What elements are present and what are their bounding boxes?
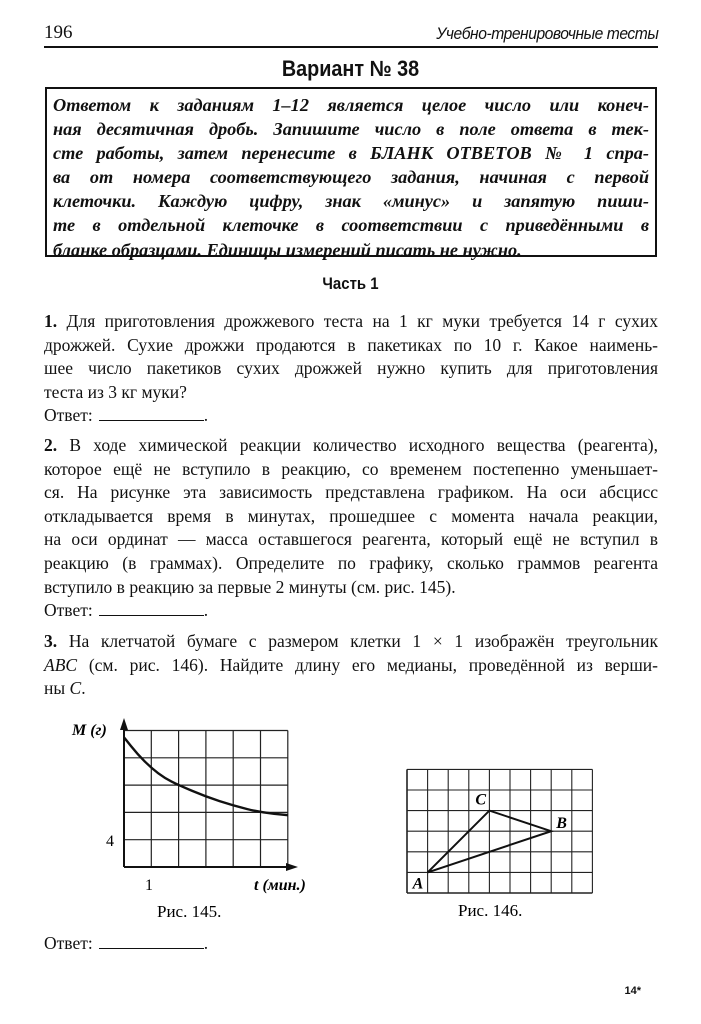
answer-label: Ответ: (44, 405, 93, 426)
x-tick-label: 1 (145, 877, 153, 894)
instructions-line: те в отдельной клеточке в соответствии с приведёнными в (53, 215, 649, 236)
task-text: (см. рис. 146). Найдите длину его медианы, проведённой из верши- (88, 654, 658, 675)
vertex-label-c: C (475, 791, 487, 809)
answer-field[interactable] (99, 932, 204, 949)
part-title: Часть 1 (322, 274, 379, 293)
x-axis-arrow-icon (286, 863, 298, 871)
running-title: Учебно-тренировочные тесты (435, 24, 658, 43)
instructions-line: ва от номера соответствующего задания, начиная с первой (53, 167, 649, 188)
page-number: 196 (44, 22, 73, 43)
instructions-line: бланке образцами. Единицы измерений писать не нужно. (53, 239, 522, 260)
task-text: вступило в реакцию за первые 2 минуты (см. рис. 145). (44, 576, 456, 597)
instructions-line: ная десятичная дробь. Запишите число в поле ответа в тек- (53, 119, 649, 140)
x-axis-label: t (мин.) (254, 877, 306, 894)
y-tick-label: 4 (106, 833, 114, 850)
figure-146 (395, 755, 605, 925)
task-text: ся. На рисунке эта зависимость представлена графиком. На оси абсцисс (44, 482, 658, 503)
task-1 (44, 310, 658, 428)
variant-title: Вариант № 38 (281, 56, 420, 81)
figure-caption: Рис. 145. (157, 902, 222, 921)
vertex-label-b: B (556, 815, 567, 833)
task-text: Для приготовления дрожжевого теста на 1 кг муки требуется 14 г сухих (66, 311, 658, 331)
task-text: На клетчатой бумаге с размером клетки 1 × 1 изображён треугольник (68, 631, 659, 651)
task-text: теста из 3 кг муки? (44, 381, 187, 402)
task-text: ны (44, 678, 66, 699)
header-rule (44, 46, 658, 48)
triangle-name: ABC (44, 654, 78, 675)
task-3: 3. На клетчатой бумаге с размером клетки 1 × 1 изображён треугольник ABC (см. рис. 146). Найдите длину его медианы, проведённой из верши- ны C. (44, 631, 659, 699)
answer-row: Ответ: . (44, 405, 209, 426)
task-number: 3. (44, 631, 58, 651)
task-text: откладывается время в минутах, прошедшее с момента начала реакции, (44, 505, 658, 526)
task-text: которое ещё не вступило в реакцию, со временем постепенно уменьшает- (44, 458, 658, 479)
figure-145 (60, 710, 340, 925)
instructions-line: клеточки. Каждую цифру, знак «минус» и запятую пиши- (53, 191, 649, 212)
task-text: реакцию (в граммах). Определите по графику, сколько граммов реагента (44, 552, 658, 573)
task-text: на оси ординат — масса оставшегося реагента, который ещё не вступил в (44, 529, 658, 550)
vertex-label-a: A (412, 875, 424, 893)
task-number: 2. (44, 435, 58, 455)
task-text: шее число пакетиков сухих дрожжей нужно купить для приготовления (44, 358, 658, 379)
task-number: 1. (44, 311, 58, 331)
answer-field[interactable] (99, 599, 204, 616)
signature-mark: 14* (624, 985, 641, 997)
answer-row-task-3: Ответ: . (44, 933, 209, 953)
figure-caption: Рис. 146. (458, 901, 523, 920)
figure-145-grid (124, 731, 288, 868)
task-text: дрожжей. Сухие дрожжи продаются в пакетиках по 10 г. Какое наимень- (44, 334, 658, 355)
task-2 (44, 434, 658, 623)
vertex-name: C (69, 678, 82, 699)
y-axis-label: M (г) (72, 722, 107, 739)
answer-label: Ответ: (44, 600, 93, 621)
instructions-line: сте работы, затем перенесите в БЛАНК ОТВЕТОВ № 1 спра- (53, 143, 649, 164)
y-axis-arrow-icon (120, 718, 128, 730)
answer-row: Ответ: . (44, 600, 209, 621)
instructions-box (45, 87, 657, 260)
instructions-line: Ответом к заданиям 1–12 является целое число или конеч- (53, 95, 649, 115)
answer-label: Ответ: (44, 933, 93, 953)
answer-field[interactable] (99, 404, 204, 421)
task-text: В ходе химической реакции количество исходного вещества (реагента), (69, 435, 659, 455)
